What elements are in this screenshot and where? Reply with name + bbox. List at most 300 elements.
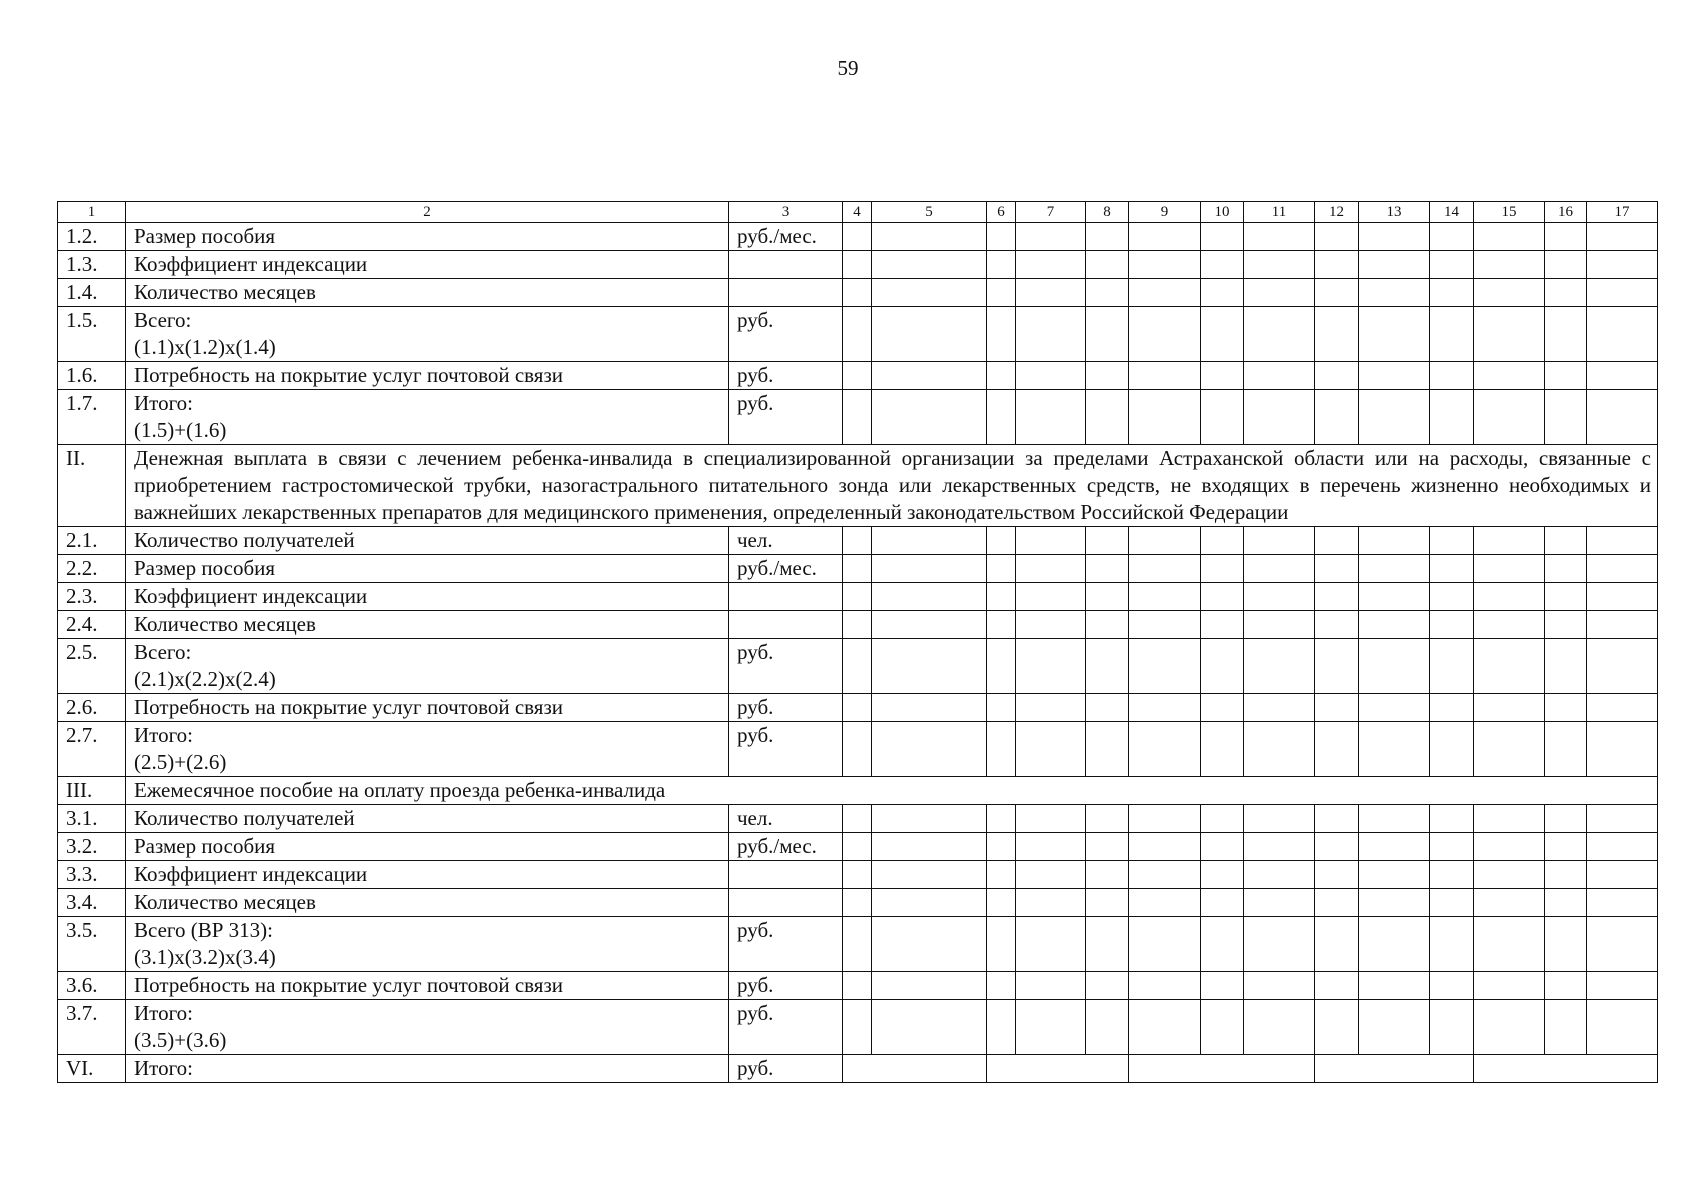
value-cell <box>1587 390 1658 445</box>
unit-cell: чел. <box>729 527 843 555</box>
indicator-name-line: Потребность на покрытие услуг почтовой связи <box>134 695 563 719</box>
value-cell <box>1201 307 1244 362</box>
value-cell <box>1315 805 1359 833</box>
table-row <box>58 527 1658 555</box>
column-number-header: 1 <box>58 202 126 223</box>
value-cell <box>1201 805 1244 833</box>
value-cell <box>1359 722 1430 777</box>
value-cell <box>1016 889 1086 917</box>
value-cell <box>1474 889 1545 917</box>
value-cell <box>1201 833 1244 861</box>
value-cell <box>843 251 872 279</box>
row-number: 3.5. <box>58 917 126 972</box>
value-cell <box>1430 833 1474 861</box>
value-cell <box>1129 639 1201 694</box>
value-cell <box>843 279 872 307</box>
value-cell <box>1587 251 1658 279</box>
value-cell <box>1315 362 1359 390</box>
indicator-name <box>126 362 729 390</box>
value-cell <box>1359 972 1430 1000</box>
value-cell <box>843 917 872 972</box>
indicator-name <box>126 917 729 972</box>
value-cell <box>1474 722 1545 777</box>
indicator-name-line: (2.5)+(2.6) <box>134 750 227 774</box>
value-cell <box>987 527 1016 555</box>
value-cell <box>1016 390 1086 445</box>
value-cell <box>1016 805 1086 833</box>
value-cell <box>1474 307 1545 362</box>
value-cell <box>1129 555 1201 583</box>
value-cell <box>1587 694 1658 722</box>
value-cell <box>1129 722 1201 777</box>
value-cell <box>1545 362 1587 390</box>
indicator-name <box>126 223 729 251</box>
value-cell <box>1086 307 1129 362</box>
indicator-name-line: Всего: <box>134 640 192 664</box>
value-cell <box>1016 307 1086 362</box>
value-cell <box>1587 833 1658 861</box>
value-cell <box>987 833 1016 861</box>
indicator-name-line: (3.5)+(3.6) <box>134 1028 227 1052</box>
value-cell <box>1129 861 1201 889</box>
table-row <box>58 694 1658 722</box>
value-cell <box>1430 917 1474 972</box>
value-cell <box>872 694 987 722</box>
value-cell <box>1086 833 1129 861</box>
indicator-name-line: (1.1)х(1.2)х(1.4) <box>134 335 276 359</box>
value-cell <box>1315 1000 1359 1055</box>
value-cell <box>843 1000 872 1055</box>
table-row <box>58 611 1658 639</box>
indicator-name <box>126 889 729 917</box>
indicator-name-line: (1.5)+(1.6) <box>134 418 227 442</box>
value-cell <box>1016 251 1086 279</box>
value-cell <box>1430 555 1474 583</box>
value-cell <box>1129 362 1201 390</box>
value-cell <box>1086 694 1129 722</box>
column-number-header: 9 <box>1129 202 1201 223</box>
value-cell <box>872 639 987 694</box>
indicator-name <box>126 694 729 722</box>
table-row <box>58 805 1658 833</box>
page-number: 59 <box>837 56 859 80</box>
value-cell <box>872 833 987 861</box>
value-cell <box>1430 527 1474 555</box>
value-cell <box>1545 861 1587 889</box>
value-cell <box>1587 307 1658 362</box>
value-cell <box>1359 889 1430 917</box>
value-cell <box>1545 639 1587 694</box>
value-cell <box>1129 917 1201 972</box>
value-cell <box>1545 307 1587 362</box>
value-cell <box>1587 223 1658 251</box>
indicator-name <box>126 307 729 362</box>
indicator-name <box>126 611 729 639</box>
value-cell <box>1201 972 1244 1000</box>
value-cell <box>872 1000 987 1055</box>
value-cell <box>1244 362 1315 390</box>
value-cell <box>1201 861 1244 889</box>
value-cell <box>1244 861 1315 889</box>
value-cell <box>1244 527 1315 555</box>
value-cell <box>987 889 1016 917</box>
column-number-header: 16 <box>1545 202 1587 223</box>
value-cell <box>872 889 987 917</box>
value-cell <box>843 555 872 583</box>
table-row <box>58 555 1658 583</box>
indicator-name-line: Размер пособия <box>134 224 276 248</box>
unit-cell: руб. <box>729 390 843 445</box>
indicator-name <box>126 833 729 861</box>
value-cell <box>1315 722 1359 777</box>
table-row <box>58 583 1658 611</box>
indicator-name <box>126 555 729 583</box>
value-cell <box>872 972 987 1000</box>
value-cell <box>1430 861 1474 889</box>
value-cell <box>1129 583 1201 611</box>
table-row <box>58 972 1658 1000</box>
value-cell <box>1086 362 1129 390</box>
value-cell <box>1086 805 1129 833</box>
unit-cell <box>729 611 843 639</box>
value-cell <box>1587 279 1658 307</box>
value-cell <box>1545 279 1587 307</box>
indicator-name-line: Количество месяцев <box>134 890 316 914</box>
value-cell <box>1129 307 1201 362</box>
value-cell <box>843 694 872 722</box>
column-number-header: 11 <box>1244 202 1315 223</box>
table-row <box>58 889 1658 917</box>
value-cell <box>1545 917 1587 972</box>
row-number: 1.3. <box>58 251 126 279</box>
row-number: 2.6. <box>58 694 126 722</box>
indicator-name <box>126 861 729 889</box>
indicator-name-line: Количество получателей <box>134 528 355 552</box>
value-cell <box>1587 917 1658 972</box>
value-cell <box>1587 972 1658 1000</box>
column-number-header: 8 <box>1086 202 1129 223</box>
value-cell <box>1201 722 1244 777</box>
value-cell <box>1016 917 1086 972</box>
value-cell <box>1474 694 1545 722</box>
indicator-name <box>126 805 729 833</box>
indicator-name-line: Итого: <box>134 1001 193 1025</box>
value-cell <box>872 279 987 307</box>
value-cell <box>1086 1000 1129 1055</box>
value-cell <box>872 555 987 583</box>
value-cell <box>1545 833 1587 861</box>
value-cell <box>1086 251 1129 279</box>
table-row <box>58 639 1658 694</box>
value-cell <box>1359 1000 1430 1055</box>
row-number: 3.4. <box>58 889 126 917</box>
indicator-name-line: Всего: <box>134 308 192 332</box>
value-cell <box>987 279 1016 307</box>
value-cell <box>1315 527 1359 555</box>
value-cell <box>1359 527 1430 555</box>
unit-cell: руб. <box>729 722 843 777</box>
table-row <box>58 251 1658 279</box>
value-cell <box>1474 1000 1545 1055</box>
value-cell <box>1545 1000 1587 1055</box>
row-number: 2.5. <box>58 639 126 694</box>
indicator-name-line: Всего (ВР 313): <box>134 918 274 942</box>
value-cell <box>843 527 872 555</box>
value-cell <box>1430 390 1474 445</box>
value-cell <box>987 972 1016 1000</box>
value-cell <box>1201 611 1244 639</box>
value-cell <box>1359 307 1430 362</box>
value-cell <box>1359 362 1430 390</box>
value-cell <box>1244 694 1315 722</box>
value-cell <box>1359 555 1430 583</box>
row-number: VI. <box>58 1055 126 1083</box>
value-cell <box>1315 917 1359 972</box>
value-cell <box>1315 861 1359 889</box>
value-cell <box>1430 583 1474 611</box>
value-cell <box>1016 861 1086 889</box>
value-cell <box>843 307 872 362</box>
value-cell <box>872 223 987 251</box>
value-cell <box>1086 889 1129 917</box>
row-number: II. <box>58 445 126 527</box>
value-cell <box>1430 972 1474 1000</box>
value-cell <box>1545 390 1587 445</box>
value-cell <box>1244 279 1315 307</box>
value-cell <box>987 390 1016 445</box>
value-cell <box>1545 611 1587 639</box>
unit-cell <box>729 889 843 917</box>
value-cell <box>843 639 872 694</box>
value-cell <box>1315 639 1359 694</box>
row-number: 1.4. <box>58 279 126 307</box>
value-cell <box>843 583 872 611</box>
indicator-name-line: Коэффициент индексации <box>134 252 368 276</box>
value-cell <box>1545 223 1587 251</box>
value-cell <box>1201 583 1244 611</box>
value-cell <box>1201 889 1244 917</box>
value-cell <box>1474 833 1545 861</box>
value-cell <box>1201 251 1244 279</box>
value-cell <box>1201 1000 1244 1055</box>
value-cell <box>1129 223 1201 251</box>
value-cell <box>1129 279 1201 307</box>
value-cell <box>1359 390 1430 445</box>
indicator-name <box>126 390 729 445</box>
value-cell <box>1129 833 1201 861</box>
value-cell <box>1129 611 1201 639</box>
value-cell <box>1359 251 1430 279</box>
value-cell <box>1129 805 1201 833</box>
table-header-row <box>58 202 1658 223</box>
column-number-header: 5 <box>872 202 987 223</box>
value-cell <box>1474 362 1545 390</box>
indicator-name-line: Количество месяцев <box>134 612 316 636</box>
unit-cell: руб. <box>729 972 843 1000</box>
row-number: 2.7. <box>58 722 126 777</box>
value-cell <box>987 805 1016 833</box>
value-cell <box>843 611 872 639</box>
value-cell <box>843 362 872 390</box>
table-row <box>58 307 1658 362</box>
section-title: Ежемесячное пособие на оплату проезда ребенка-инвалида <box>126 777 1658 805</box>
table-row <box>58 861 1658 889</box>
row-number: 2.1. <box>58 527 126 555</box>
value-cell <box>843 390 872 445</box>
row-number: 3.2. <box>58 833 126 861</box>
value-cell <box>1086 861 1129 889</box>
column-number-header: 10 <box>1201 202 1244 223</box>
value-cell <box>1244 583 1315 611</box>
value-cell <box>1430 805 1474 833</box>
value-cell <box>872 583 987 611</box>
value-cell <box>1545 694 1587 722</box>
value-cell <box>1086 639 1129 694</box>
unit-cell: руб. <box>729 362 843 390</box>
column-number-header: 7 <box>1016 202 1086 223</box>
value-cell <box>1587 889 1658 917</box>
value-cell <box>987 307 1016 362</box>
indicator-name-line: Размер пособия <box>134 834 276 858</box>
unit-cell: руб./мес. <box>729 223 843 251</box>
value-cell <box>987 583 1016 611</box>
value-cell <box>1545 527 1587 555</box>
value-cell <box>1016 639 1086 694</box>
value-cell <box>1545 972 1587 1000</box>
value-cell <box>987 722 1016 777</box>
column-number-header: 14 <box>1430 202 1474 223</box>
row-number: 3.3. <box>58 861 126 889</box>
value-cell <box>1315 583 1359 611</box>
value-cell <box>1016 694 1086 722</box>
value-cell <box>1545 583 1587 611</box>
unit-cell: руб. <box>729 1055 843 1083</box>
value-cell <box>1430 722 1474 777</box>
section-row <box>58 777 1658 805</box>
value-cell <box>1086 972 1129 1000</box>
value-cell <box>1016 583 1086 611</box>
indicator-name <box>126 1055 729 1083</box>
value-cell <box>1086 390 1129 445</box>
value-cell <box>1086 223 1129 251</box>
value-cell <box>872 251 987 279</box>
value-cell <box>872 390 987 445</box>
value-cell <box>1587 583 1658 611</box>
value-cell <box>1545 805 1587 833</box>
value-cell <box>1315 694 1359 722</box>
indicator-name-line: Итого: <box>134 723 193 747</box>
value-cell <box>1086 917 1129 972</box>
value-cell <box>1129 527 1201 555</box>
value-cell <box>1474 555 1545 583</box>
value-cell <box>1315 223 1359 251</box>
budget-table <box>57 201 1658 1083</box>
value-cell <box>1201 390 1244 445</box>
value-cell <box>1587 805 1658 833</box>
value-cell <box>1315 279 1359 307</box>
table-row <box>58 833 1658 861</box>
row-number: 2.3. <box>58 583 126 611</box>
value-cell <box>1244 307 1315 362</box>
value-cell <box>1016 611 1086 639</box>
value-cell <box>1244 639 1315 694</box>
value-cell <box>1086 527 1129 555</box>
value-cell <box>1244 251 1315 279</box>
value-cell <box>1244 223 1315 251</box>
value-cell <box>1086 555 1129 583</box>
value-cell <box>1201 527 1244 555</box>
value-cell <box>987 251 1016 279</box>
value-cell <box>1016 223 1086 251</box>
value-cell <box>1129 972 1201 1000</box>
section-title: Денежная выплата в связи с лечением ребенка-инвалида в специализированной организации за пределами Астраханской области или на расходы, связанные с приобретением гастростомической трубки, назогастрального питательного зонда или лекарственных средств, не входящих в перечень жизненно необходимых и важнейших лекарственных препаратов для медицинского применения, определенный законодательством Российской Федерации <box>126 445 1658 527</box>
value-cell <box>1201 279 1244 307</box>
value-cell <box>1201 639 1244 694</box>
value-cell <box>1244 555 1315 583</box>
value-cell <box>987 1055 1129 1083</box>
unit-cell: руб. <box>729 639 843 694</box>
value-cell <box>1244 390 1315 445</box>
column-number-header: 12 <box>1315 202 1359 223</box>
value-cell <box>1086 611 1129 639</box>
value-cell <box>1430 223 1474 251</box>
value-cell <box>1545 889 1587 917</box>
indicator-name <box>126 251 729 279</box>
value-cell <box>1201 694 1244 722</box>
value-cell <box>1474 917 1545 972</box>
unit-cell: руб./мес. <box>729 555 843 583</box>
value-cell <box>1474 390 1545 445</box>
value-cell <box>1545 555 1587 583</box>
value-cell <box>1244 611 1315 639</box>
value-cell <box>843 833 872 861</box>
value-cell <box>1474 611 1545 639</box>
column-number-header: 4 <box>843 202 872 223</box>
column-number-header: 17 <box>1587 202 1658 223</box>
value-cell <box>1315 555 1359 583</box>
value-cell <box>1359 583 1430 611</box>
value-cell <box>1244 972 1315 1000</box>
indicator-name-line: Количество получателей <box>134 806 355 830</box>
value-cell <box>1016 833 1086 861</box>
value-cell <box>1016 279 1086 307</box>
value-cell <box>1129 694 1201 722</box>
value-cell <box>1016 1000 1086 1055</box>
unit-cell: руб. <box>729 1000 843 1055</box>
row-number: 3.7. <box>58 1000 126 1055</box>
unit-cell <box>729 861 843 889</box>
value-cell <box>872 611 987 639</box>
row-number: 1.7. <box>58 390 126 445</box>
indicator-name <box>126 279 729 307</box>
value-cell <box>872 527 987 555</box>
value-cell <box>1545 251 1587 279</box>
row-number: 2.4. <box>58 611 126 639</box>
value-cell <box>987 611 1016 639</box>
value-cell <box>1086 279 1129 307</box>
value-cell <box>987 861 1016 889</box>
value-cell <box>987 694 1016 722</box>
indicator-name-line: (3.1)х(3.2)х(3.4) <box>134 945 276 969</box>
value-cell <box>1359 833 1430 861</box>
value-cell <box>872 722 987 777</box>
value-cell <box>1244 917 1315 972</box>
value-cell <box>1430 1000 1474 1055</box>
value-cell <box>1587 639 1658 694</box>
value-cell <box>1474 805 1545 833</box>
value-cell <box>1315 833 1359 861</box>
row-number: 1.2. <box>58 223 126 251</box>
